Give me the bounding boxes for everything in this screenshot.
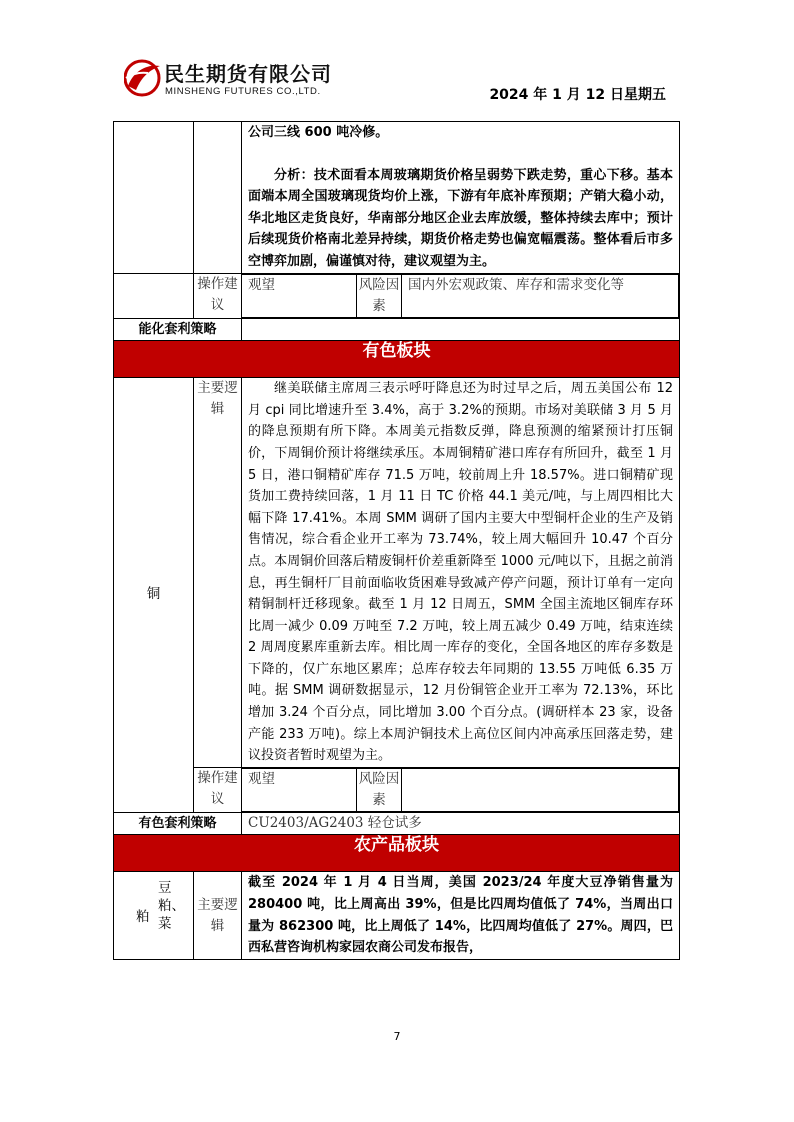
copper-name: 铜 bbox=[114, 378, 194, 813]
company-name-en: MINSHENG FUTURES CO.,LTD. bbox=[165, 86, 321, 97]
copper-operation-row bbox=[114, 767, 680, 812]
glass-logic-cell bbox=[242, 122, 680, 274]
soy-logic-label: 主要逻辑 bbox=[194, 872, 242, 959]
nonferrous-strategy-row bbox=[114, 812, 680, 835]
glass-analysis-text: 分析：技术面看本周玻璃期货价格呈弱势下跌走势，重心下移。基本面端本周全国玻璃现货均价上涨，下游有年底补库预期；产销大稳小动，华北地区走货良好，华南部分地区企业去库放缓，整体持续去库中；预计后续现货价格南北差异持续，期货价格走势也偏宽幅震荡。整体看后市多空博弈加剧，偏谨慎对待，建议观望为主。 bbox=[248, 167, 673, 269]
glass-risk-value: 国内外宏观政策、库存和需求变化等 bbox=[402, 274, 679, 317]
soy-name-b: 豆粕、菜 bbox=[158, 879, 185, 932]
glass-logic-label-cell bbox=[194, 122, 242, 274]
nonferrous-section-title: 有色板块 bbox=[114, 341, 680, 378]
agri-section-row bbox=[114, 835, 680, 872]
soy-logic-text: 截至 2024 年 1 月 4 日当周，美国 2023/24 年度大豆净销售量为 280400 吨，比上周高出 39%，但是比四周均值低了 74%，当周出口量为 862300 吨，比上周低了 14%，比四周均值低了 27%。周四，巴西私营咨询机构家园农商公司发布报告， bbox=[248, 875, 673, 956]
agri-section-title: 农产品板块 bbox=[114, 835, 680, 872]
company-logo bbox=[124, 56, 364, 102]
nonferrous-section-row bbox=[114, 341, 680, 378]
minsheng-logo-icon bbox=[124, 56, 162, 100]
nonferrous-strategy-value: CU2403/AG2403 轻仓试多 bbox=[242, 812, 680, 835]
copper-op-value: 观望 bbox=[242, 768, 357, 811]
soy-name-a: 粕 bbox=[136, 908, 150, 925]
report-table bbox=[113, 121, 680, 960]
glass-op-label: 操作建议 bbox=[194, 273, 242, 318]
page-header bbox=[0, 0, 794, 110]
copper-logic-text: 继美联储主席周三表示呼吁降息还为时过早之后，周五美国公布 12 月 cpi 同比增速升至 3.4%，高于 3.2%的预期。市场对美联储 3 月 5 月的降息预期有所下降。本周美元指数反弹，降息预测的缩紧预计打压铜价，下周铜价预计将继续承压。本周铜精矿港口库存有所回升，截至 1 月 5 日，港口铜精矿库存 71.5 万吨，较前周上升 18.57%。进口铜精矿现货加工费持续回落，1 月 11 日 TC 价格 44.1 美元/吨，与上周四相比大幅下降 17.41%。本周 SMM 调研了国内主要大中型铜杆企业的生产及销售情况，综合看企业开工率为 73.74%，较上周大幅回升 10.47 个百分点。本周铜价回落后精废铜杆价差重新降至 1000 元/吨以下，且据之前消息，再生铜杆厂目前面临收货困难导致减产停产问题，预计订单有一定向精铜制杆迁移现象。截至 1 月 12 日周五，SMM 全国主流地区铜库存环比周一减少 0.09 万吨至 7.2 万吨，较上周五减少 0.49 万吨，结束连续 2 周周度累库重新去库。相比周一库存的变化，全国各地区的库存多数是下降的，仅广东地区累库；总库存较去年同期的 13.55 万吨低 6.35 万吨。据 SMM 调研数据显示，12 月份铜管企业开工率为 72.13%，环比增加 3.24 个百分点，同比增加 3.00 个百分点。(调研样本 23 家，设备产能 233 万吨)。综上本周沪铜技术上高位区间内冲高承压回落走势，建议投资者暂时观望为主。 bbox=[248, 381, 673, 764]
chem-strategy-value bbox=[242, 318, 680, 341]
copper-logic-row bbox=[114, 378, 680, 768]
glass-op-value: 观望 bbox=[242, 274, 357, 317]
company-name-cn: 民生期货有限公司 bbox=[164, 62, 332, 86]
copper-op-label: 操作建议 bbox=[194, 767, 242, 812]
glass-operation-row bbox=[114, 273, 680, 318]
chem-strategy-row bbox=[114, 318, 680, 341]
copper-risk-value bbox=[402, 768, 679, 811]
page-number: 7 bbox=[393, 1030, 401, 1043]
copper-logic-label: 主要逻辑 bbox=[194, 378, 242, 768]
soy-name-cell bbox=[114, 872, 194, 959]
glass-risk-label: 风险因素 bbox=[357, 274, 402, 317]
copper-risk-label: 风险因素 bbox=[357, 768, 402, 811]
soy-logic-row bbox=[114, 872, 680, 959]
glass-name-cell bbox=[114, 122, 194, 274]
report-date: 2024 年 1 月 12 日星期五 bbox=[489, 87, 666, 103]
nonferrous-strategy-label: 有色套利策略 bbox=[114, 812, 242, 835]
copper-logic-cell bbox=[242, 378, 680, 768]
soy-logic-cell bbox=[242, 872, 680, 959]
chem-strategy-label: 能化套利策略 bbox=[114, 318, 242, 341]
glass-continuation-text: 公司三线 600 吨冷修。 bbox=[248, 125, 389, 140]
glass-logic-row bbox=[114, 122, 680, 274]
